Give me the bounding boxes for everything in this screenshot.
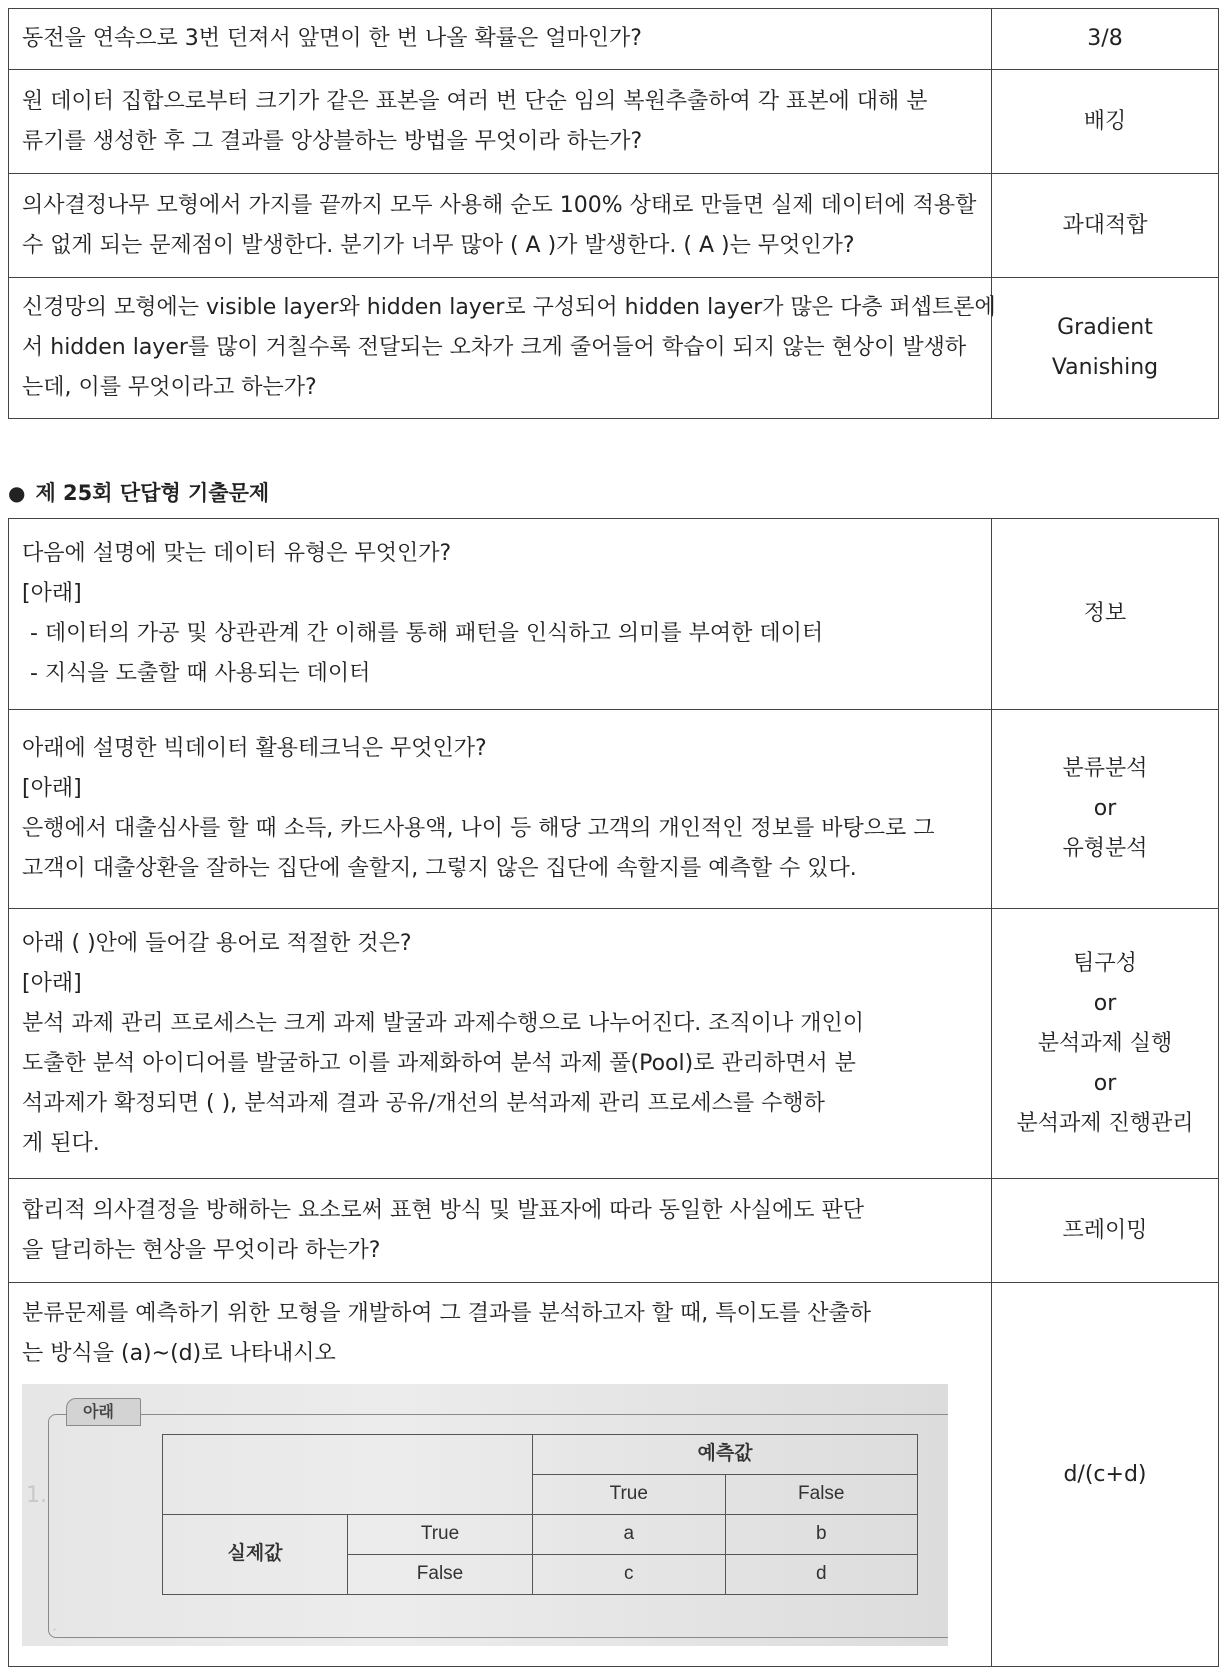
- answer-line: 분류분석: [1062, 756, 1148, 781]
- question-line: - 데이터의 가공 및 상관관계 간 이해를 통해 패턴을 인식하고 의미를 부여한 데이터: [30, 621, 824, 646]
- question-line: 수 없게 되는 문제점이 발생한다. 분기가 너무 많아 ( A )가 발생한다. ( A )는 무엇인가?: [22, 232, 855, 258]
- bleed-through-text: 1.: [26, 1482, 47, 1508]
- qa-row: [9, 9, 1219, 70]
- answer-line: d/(c+d): [1063, 1461, 1147, 1487]
- answer-line: or: [1093, 796, 1117, 821]
- answer-line: 팀구성: [1073, 950, 1137, 976]
- qa-row: [9, 70, 1219, 174]
- question-line: 분류문제를 예측하기 위한 모형을 개발하여 그 결과를 분석하고자 할 때, 특이도를 산출하: [22, 1300, 871, 1326]
- predicted-header: 예측값: [533, 1434, 918, 1474]
- question-line: 을 달리하는 현상을 무엇이라 하는가?: [22, 1237, 381, 1263]
- confusion-matrix-photo: [22, 1384, 948, 1646]
- answer-line: Vanishing: [1051, 355, 1159, 380]
- qa-row: [9, 909, 1219, 1179]
- answer-cell: [992, 1283, 1219, 1667]
- answer-line: Gradient: [1057, 315, 1153, 340]
- cell-b: b: [725, 1514, 918, 1554]
- answer-cell: [992, 909, 1219, 1179]
- question-line: 는 방식을 (a)~(d)로 나타내시오: [22, 1340, 336, 1366]
- question-line: 은행에서 대출심사를 할 때 소득, 카드사용액, 나이 등 해당 고객의 개인적인 정보를 바탕으로 그: [22, 816, 935, 841]
- qa-table-1: [8, 8, 1219, 419]
- question-line: 도출한 분석 아이디어를 발굴하고 이를 과제화하여 분석 과제 풀(Pool)로 관리하면서 분: [22, 1050, 856, 1076]
- question-line: 서 hidden layer를 많이 거칠수록 전달되는 오차가 크게 줄어들어 학습이 되지 않는 현상이 발생하: [22, 335, 967, 360]
- question-line: [아래]: [22, 970, 82, 996]
- question-cell: [9, 1179, 992, 1283]
- bleed-through-text: ·: [52, 1619, 58, 1639]
- answer-cell: [992, 9, 1219, 70]
- question-line: 석과제가 확정되면 ( ), 분석과제 결과 공유/개선의 분석과제 관리 프로세스를 수행하: [22, 1090, 825, 1116]
- question-line: 동전을 연속으로 3번 던져서 앞면이 한 번 나올 확률은 얼마인가?: [22, 26, 642, 51]
- qa-row: [9, 174, 1219, 278]
- question-cell: [9, 70, 992, 174]
- question-line: 고객이 대출상환을 잘하는 집단에 솔할지, 그렇지 않은 집단에 속할지를 예측할 수 있다.: [22, 856, 857, 881]
- cell-d: d: [725, 1554, 918, 1594]
- section-title-text: 제 25회 단답형 기출문제: [35, 481, 270, 505]
- question-line: 아래에 설명한 빅데이터 활용테크닉은 무엇인가?: [22, 736, 487, 761]
- actual-true-label: True: [348, 1514, 533, 1554]
- question-cell: [9, 278, 996, 419]
- section-title: [8, 478, 269, 508]
- question-line: 의사결정나무 모형에서 가지를 끝까지 모두 사용해 순도 100% 상태로 만들면 실제 데이터에 적용할: [22, 192, 977, 218]
- question-cell: [9, 710, 992, 909]
- answer-line: 분석과제 실행: [1037, 1030, 1173, 1056]
- matrix-corner-cell: [163, 1434, 533, 1514]
- question-line: 다음에 설명에 맞는 데이터 유형은 무엇인가?: [22, 541, 452, 566]
- confusion-matrix: [162, 1434, 918, 1595]
- qa-row: [9, 1179, 1219, 1283]
- answer-cell: [992, 174, 1219, 278]
- question-cell: [9, 9, 992, 70]
- answer-cell: [992, 278, 1219, 419]
- qa-row: [9, 1283, 1219, 1667]
- question-line: 아래 ( )안에 들어갈 용어로 적절한 것은?: [22, 930, 412, 956]
- question-cell: [9, 174, 992, 278]
- question-line: 분석 과제 관리 프로세스는 크게 과제 발굴과 과제수행으로 나누어진다. 조직이나 개인이: [22, 1010, 864, 1036]
- question-line: 원 데이터 집합으로부터 크기가 같은 표본을 여러 번 단순 임의 복원추출하여 각 표본에 대해 분: [22, 88, 928, 114]
- bullet-circle-icon: ●: [8, 481, 26, 505]
- cell-a: a: [533, 1514, 726, 1554]
- qa-row: [9, 519, 1219, 710]
- qa-table-2: [8, 518, 1219, 1667]
- answer-line: 분석과제 진행관리: [1016, 1110, 1194, 1136]
- answer-line: 유형분석: [1062, 836, 1148, 861]
- answer-cell: [992, 710, 1219, 909]
- question-cell: [9, 519, 992, 710]
- question-line: 류기를 생성한 후 그 결과를 앙상블하는 방법을 무엇이라 하는가?: [22, 128, 643, 154]
- photo-tag: 아래: [66, 1398, 141, 1426]
- predicted-true-label: True: [533, 1474, 726, 1514]
- question-line: [아래]: [22, 776, 82, 801]
- answer-line: 과대적합: [1062, 212, 1148, 238]
- answer-line: 프레이밍: [1062, 1217, 1148, 1243]
- question-line: 는데, 이를 무엇이라고 하는가?: [22, 375, 317, 400]
- predicted-false-label: False: [725, 1474, 918, 1514]
- answer-cell: [992, 519, 1219, 710]
- qa-row: [9, 710, 1219, 909]
- actual-header: 실제값: [163, 1514, 348, 1594]
- answer-line: 배깅: [1083, 108, 1127, 134]
- question-line: 게 된다.: [22, 1130, 100, 1156]
- answer-cell: [992, 1179, 1219, 1283]
- answer-cell: [992, 70, 1219, 174]
- cell-c: c: [533, 1554, 726, 1594]
- answer-line: 정보: [1083, 601, 1127, 626]
- actual-false-label: False: [348, 1554, 533, 1594]
- question-line: - 지식을 도출할 때 사용되는 데이터: [30, 661, 371, 686]
- answer-line: or: [1093, 990, 1117, 1016]
- answer-line: 3/8: [1087, 26, 1123, 51]
- question-cell: [9, 1283, 992, 1667]
- question-line: [아래]: [22, 581, 82, 606]
- question-line: 합리적 의사결정을 방해하는 요소로써 표현 방식 및 발표자에 따라 동일한 사실에도 판단: [22, 1197, 864, 1223]
- question-cell: [9, 909, 992, 1179]
- answer-line: or: [1093, 1070, 1117, 1096]
- qa-row: [9, 278, 1219, 419]
- question-line: 신경망의 모형에는 visible layer와 hidden layer로 구성되어 hidden layer가 많은 다층 퍼셉트론에: [22, 295, 996, 320]
